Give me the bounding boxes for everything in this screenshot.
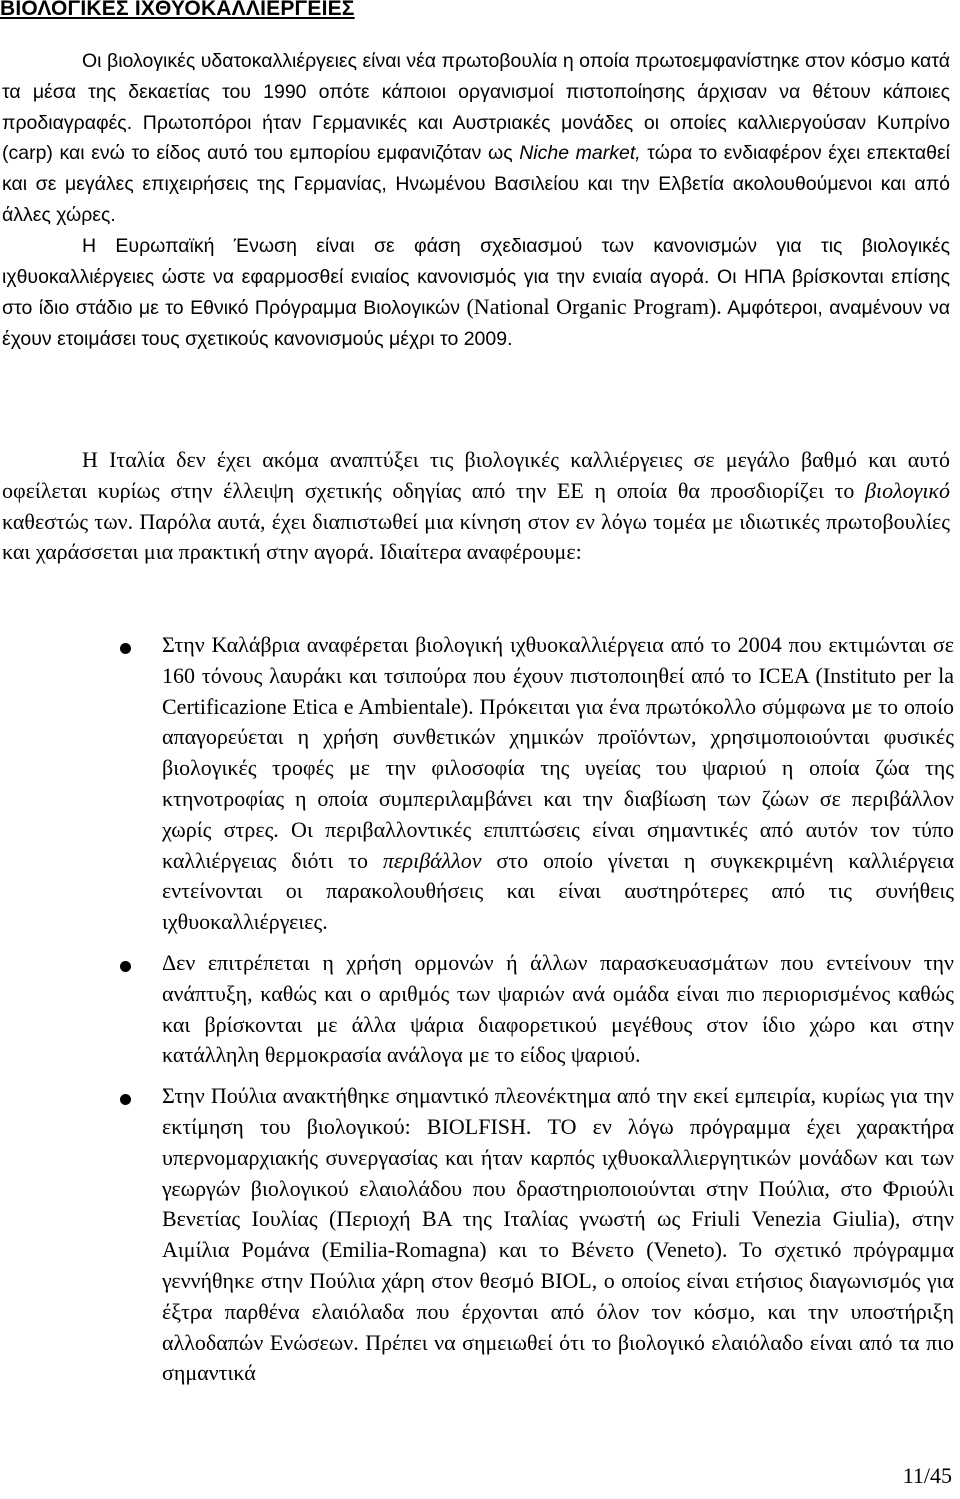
- intro-paragraph-lead: Οι βιολογικές υδατοκαλλιέργειες είναι νέα πρωτοβουλία η οποία πρωτοεμφανίστηκε στον κόσμο κατά τα μέσα της δεκαετίας του 1990 οπότε κάποιοι οργανισμοί πιστοποίησης άρχισαν να θέτουν κάποιες προδιαγραφές. Πρωτοπόροι ήταν Γερμανικές και Αυστριακές μονάδες οι οποίες καλλιεργούσαν Κυπρίνο (carp) και ενώ το είδος αυτό του εμπορίου εμφανιζόταν ως: [2, 50, 950, 165]
- intro-paragraph-trail: τώρα το ενδιαφέρον έχει επεκταθεί και σε μεγάλες επιχειρήσεις της Γερμανίας, Ηνωμένου Βασιλείου και την Ελβετία ακολουθούμενοι και από άλλες χώρες.: [2, 142, 950, 226]
- page-number: 11/45: [902, 1463, 952, 1488]
- italy-paragraph-emphasis: βιολογικό: [865, 477, 950, 503]
- list-item: [0, 630, 954, 938]
- italy-paragraph-lead: Η Ιταλία δεν έχει ακόμα αναπτύξει τις βιολογικές καλλιέργειες σε μεγάλο βαθμό και αυτό οφείλεται κυρίως στην έλλειψη σχετικής οδηγίας από την ΕΕ η οποία θα προσδιορίζει το: [2, 447, 950, 503]
- bullet-icon: [120, 1094, 131, 1105]
- eu-paragraph-trail: Αμφότεροι, αναμένουν να έχουν ετοιμάσει τους σχετικούς κανονισμούς μέχρι το 2009.: [2, 297, 950, 351]
- bullet-icon: [120, 643, 131, 654]
- italy-paragraph-trail: καθεστώς των. Παρόλα αυτά, έχει διαπιστωθεί μια κίνηση στον εν λόγω τομέα με ιδιωτικές πρωτοβουλίες και χαράσσεται μια πρακτική στην αγορά. Ιδιαίτερα αναφέρουμε:: [2, 508, 950, 565]
- eu-paragraph-sans: Η Ευρωπαϊκή Ένωση είναι σε φάση σχεδιασμού των κανονισμών για τις βιολογικές ιχθυοκαλλιέργειες ώστε να εφαρμοσθεί ενιαίος κανονισμός για την ενιαία αγορά. Οι ΗΠΑ βρίσκονται επίσης στο ίδιο στάδιο με το Εθνικό Πρόγραμμα Βιολογικών: [2, 234, 950, 320]
- bullet-2-text: Δεν επιτρέπεται η χρήση ορμονών ή άλλων παρασκευασμάτων που εντείνουν την ανάπτυξη, καθώς και ο αριθμός των ψαριών ανά ομάδα είναι πιο περιορισμένος καθώς και βρίσκονται με άλλα ψάρια διαφορετικού μεγέθους στον ίδιο χώρο και στην κατάλληλη θερμοκρασία ανάλογα με το είδος ψαριού.: [162, 949, 954, 1068]
- bullet-1-lead: Στην Καλάβρια αναφέρεται βιολογική ιχθυοκαλλιέργεια από το 2004 που εκτιμώνται σε 160 τόνους λαυράκι και τσιπούρα που έχουν πιστοποιηθεί από το ICEA (Instituto per la Certificazione Etica e Ambientale). Πρόκειται για ένα πρωτόκολλο σύμφωνα με το οποίο απαγορεύεται η χρήση συνθετικών χημικών προϊόντων, χρησιμοποιούνται φυσικές βιολογικές τροφές με την φιλοσοφία της υγείας του ψαριού η οποία ζώα της κτηνοτροφίας η οποία συμπεριλαμβάνει και την διαβίωση των ζώων σε περιβάλλον χωρίς στρες. Οι περιβαλλοντικές επιπτώσεις είναι σημαντικές από αυτόν τον τύπο καλλιέργειας διότι το: [162, 632, 954, 873]
- bullet-1-emphasis: περιβάλλον: [382, 847, 482, 873]
- bullet-list: [0, 630, 954, 1399]
- list-item: [0, 1081, 954, 1389]
- italy-paragraph: [2, 445, 950, 568]
- eu-regulation-paragraph: [2, 231, 950, 355]
- list-item: [0, 948, 954, 1071]
- intro-paragraph: [2, 46, 950, 355]
- bullet-icon: [120, 961, 131, 972]
- eu-paragraph-serif: (National Organic Program).: [466, 294, 722, 320]
- bullet-3-text: Στην Πούλια ανακτήθηκε σημαντικό πλεονέκτημα από την εκεί εμπειρία, κυρίως για την εκτίμηση του βιολογικού: BIOLFISH. ΤΟ εν λόγω πρόγραμμα έχει χαρακτήρα υπερνομαρχιακής συνεργασίας και ήταν καρπός ιχθυοκαλλιεργητικών μονάδων και των γεωργών βιολογικού ελαιολάδου που δραστηριοποιούνται στην Πούλια, στο Φριούλι Βενετίας Ιουλίας (Περιοχή ΒΑ της Ιταλίας γνωστή ως Friuli Venezia Giulia), στην Αιμίλια Ρομάνα (Emilia-Romagna) και το Βένετο (Veneto). Το σχετικό πρόγραμμα γεννήθηκε στην Πούλια χάρη στον θεσμό BIOL, ο οποίος είναι ετήσιος διαγωνισμός για έξτρα παρθένα ελαιόλαδα που έρχονται από όλον τον κόσμο, και την υποστήριξη αλλοδαπών Ενώσεων. Πρέπει να σημειωθεί ότι το βιολογικό ελαιόλαδο είναι από τα πιο σημαντικά: [162, 1083, 954, 1386]
- document-title: ΒΙΟΛΟΓΙΚΕΣ ΙΧΘΥΟΚΑΛΛΙΕΡΓΕΙΕΣ: [0, 0, 355, 20]
- bullet-1-trail: στο οποίο γίνεται η συγκεκριμένη καλλιέργεια εντείνονται οι παρακολουθήσεις και είναι αυστηρότερες από τις συνήθεις ιχθυοκαλλιέργειες.: [162, 847, 954, 935]
- intro-paragraph-emphasis: Niche market,: [519, 142, 641, 165]
